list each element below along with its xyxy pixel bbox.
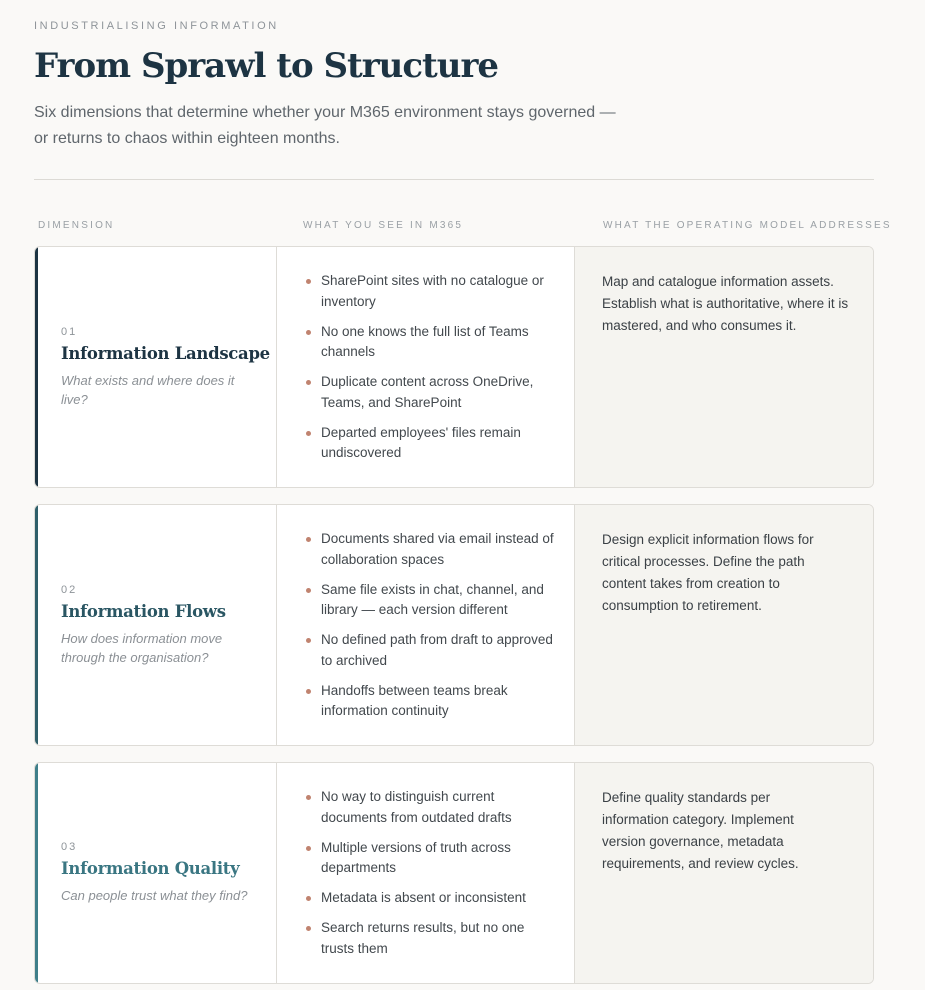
symptom-item: Handoffs between teams break information continuity bbox=[304, 681, 554, 722]
dimension-row-information-quality bbox=[34, 762, 874, 984]
dimension-question: What exists and where does it live? bbox=[61, 372, 235, 407]
symptoms-cell bbox=[277, 505, 575, 745]
symptom-item: Same file exists in chat, channel, and library — each version different bbox=[304, 580, 554, 621]
dimension-name: Information Flows bbox=[61, 601, 226, 621]
symptoms-list bbox=[304, 787, 554, 959]
symptom-item: Metadata is absent or inconsistent bbox=[304, 888, 554, 909]
operating-model-cell: Map and catalogue information assets. Establish what is authoritative, where it is mastered, and who consumes it. bbox=[575, 247, 873, 487]
dimension-number: 03 bbox=[61, 841, 78, 853]
symptoms-list bbox=[304, 271, 554, 464]
operating-model-cell: Define quality standards per information category. Implement version governance, metadata requirements, and review cycles. bbox=[575, 763, 873, 983]
dimension-cell bbox=[38, 505, 277, 745]
symptoms-list bbox=[304, 529, 554, 722]
dimension-number: 01 bbox=[61, 325, 78, 338]
symptom-item: No way to distinguish current documents from outdated drafts bbox=[304, 787, 554, 828]
symptom-item: No one knows the full list of Teams channels bbox=[304, 322, 554, 363]
column-header-what-you-see: WHAT YOU SEE IN M365 bbox=[303, 220, 464, 231]
symptom-item: Departed employees' files remain undiscovered bbox=[304, 423, 554, 464]
symptom-item: SharePoint sites with no catalogue or inventory bbox=[304, 271, 554, 312]
dimension-question: Can people trust what they find? bbox=[61, 888, 248, 903]
dimension-cell bbox=[38, 763, 277, 983]
eyebrow-label: INDUSTRIALISING INFORMATION bbox=[34, 20, 279, 32]
dimension-name: Information Landscape bbox=[61, 343, 270, 363]
symptoms-cell bbox=[277, 763, 575, 983]
dimension-row-information-flows bbox=[34, 504, 874, 746]
page-subtitle: Six dimensions that determine whether your M365 environment stays governed — or returns to chaos within eighteen months. bbox=[34, 104, 616, 147]
symptom-item: Duplicate content across OneDrive, Teams, and SharePoint bbox=[304, 372, 554, 413]
dimension-number: 02 bbox=[61, 583, 78, 596]
symptom-item: Search returns results, but no one trusts them bbox=[304, 918, 554, 959]
symptom-item: Multiple versions of truth across departments bbox=[304, 838, 554, 879]
symptom-item: No defined path from draft to approved to archived bbox=[304, 630, 554, 671]
column-header-dimension: DIMENSION bbox=[38, 220, 115, 231]
dimension-name: Information Quality bbox=[61, 859, 240, 878]
dimension-cell bbox=[38, 247, 277, 487]
dimension-row-information-landscape bbox=[34, 246, 874, 488]
dimension-question: How does information move through the organisation? bbox=[61, 630, 223, 665]
page-title: From Sprawl to Structure bbox=[34, 46, 499, 86]
symptoms-cell bbox=[277, 247, 575, 487]
operating-model-cell: Design explicit information flows for critical processes. Define the path content takes from creation to consumption to retirement. bbox=[575, 505, 873, 745]
column-header-operating-model: WHAT THE OPERATING MODEL ADDRESSES bbox=[603, 220, 892, 231]
header-divider bbox=[34, 179, 874, 180]
symptom-item: Documents shared via email instead of collaboration spaces bbox=[304, 529, 554, 570]
